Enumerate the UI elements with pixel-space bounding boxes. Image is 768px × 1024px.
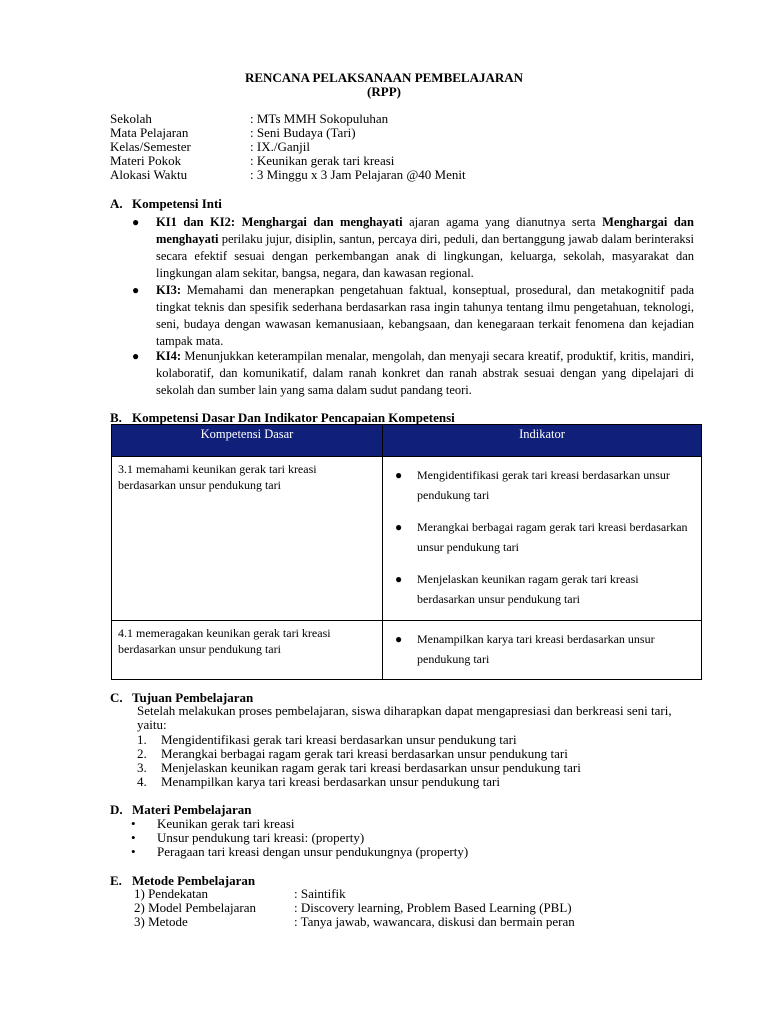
ki4-text [156, 348, 694, 399]
kd-cell: 3.1 memahami keunikan gerak tari kreasi berdasarkan unsur pendukung tari [112, 457, 383, 621]
document-title: RENCANA PELAKSANAAN PEMBELAJARAN [244, 70, 524, 85]
section-title: Materi Pembelajaran [132, 802, 252, 817]
list-number: 1. [137, 732, 147, 747]
list-item [137, 733, 517, 747]
list-number: 2. [137, 746, 147, 761]
kd-cell: 4.1 memeragakan keunikan gerak tari kreasi berdasarkan unsur pendukung tari [112, 621, 383, 680]
identity-value: : 3 Minggu x 3 Jam Pelajaran @40 Menit [250, 167, 466, 182]
ki-lead: KI1 dan KI2: [156, 215, 236, 229]
ki-body: Menunjukkan keterampilan menalar, mengolah, dan menyaji secara kreatif, produktif, kritis, mandiri, kolaboratif, dan komunikatif, dalam ranah konkret dan ranah abstrak sesuai dengan yang dipelajari di sekolah dan sumber lain yang sama dalam sudut pandang teori. [156, 349, 694, 397]
list-item [137, 761, 581, 775]
identity-value: : MTs MMH Sokopuluhan [250, 111, 389, 126]
indicator-text: Menampilkan karya tari kreasi berdasarkan unsur pendukung tari [417, 632, 655, 666]
ki3-item [132, 282, 695, 350]
ki-lead: KI4: [156, 349, 181, 363]
section-title: Tujuan Pembelajaran [132, 690, 254, 705]
list-item [137, 747, 568, 761]
ki-emphasis: Menghargai dan menghayati [156, 215, 695, 246]
indicator-text: Mengidentifikasi gerak tari kreasi berdasarkan unsur pendukung tari [417, 468, 670, 502]
ki1-ki2-text [156, 214, 694, 282]
list-text: Merangkai berbagai ragam gerak tari kreasi berdasarkan unsur pendukung tari [161, 746, 568, 761]
list-text: Peragaan tari kreasi dengan unsur pendukungnya (property) [157, 844, 469, 859]
bullet-icon: • [131, 844, 136, 859]
list-item [131, 831, 364, 845]
metode-value: : Saintifik [294, 886, 346, 901]
ki3-text [156, 282, 694, 350]
ki4-item [132, 348, 694, 399]
section-title: Metode Pembelajaran [132, 873, 256, 888]
bullet-icon: ● [395, 520, 403, 534]
list-number: 3. [137, 760, 147, 775]
bullet-icon: ● [132, 215, 140, 229]
indicator-item [389, 517, 695, 557]
section-letter: A. [110, 196, 123, 211]
list-text: Menampilkan karya tari kreasi berdasarkan unsur pendukung tari [161, 774, 500, 789]
metode-value: : Discovery learning, Problem Based Learning (PBL) [294, 900, 572, 915]
ki1-ki2-item [132, 214, 695, 282]
section-letter: B. [110, 410, 122, 425]
indicator-item [389, 629, 695, 669]
table-header-row [112, 425, 702, 457]
ki-emphasis: Menghargai dan menghayati [241, 215, 403, 229]
list-text: Mengidentifikasi gerak tari kreasi berdasarkan unsur pendukung tari [161, 732, 517, 747]
list-item [137, 775, 500, 789]
list-text: Menjelaskan keunikan ragam gerak tari kreasi berdasarkan unsur pendukung tari [161, 760, 581, 775]
metode-label: 2) Model Pembelajaran [134, 900, 257, 915]
metode-value: : Tanya jawab, wawancara, diskusi dan bermain peran [294, 914, 575, 929]
identity-label: Mata Pelajaran [110, 125, 189, 140]
kompetensi-table [111, 424, 702, 680]
section-letter: C. [110, 690, 123, 705]
indikator-cell [383, 457, 702, 621]
header-kompetensi-dasar: Kompetensi Dasar [112, 425, 383, 457]
indikator-cell [383, 621, 702, 680]
bullet-icon: ● [395, 468, 403, 482]
identity-label: Kelas/Semester [110, 139, 191, 154]
section-title: Kompetensi Inti [132, 196, 222, 211]
indicator-text: Merangkai berbagai ragam gerak tari kreasi berdasarkan unsur pendukung tari [417, 520, 688, 554]
identity-value: : Keunikan gerak tari kreasi [250, 153, 395, 168]
table-row [112, 621, 702, 680]
section-title: Kompetensi Dasar Dan Indikator Pencapaian Kompetensi [132, 410, 455, 425]
identity-label: Alokasi Waktu [110, 167, 188, 182]
section-letter: D. [110, 802, 123, 817]
list-text: Unsur pendukung tari kreasi: (property) [157, 830, 365, 845]
bullet-icon: ● [132, 349, 140, 363]
list-text: Keunikan gerak tari kreasi [157, 816, 295, 831]
bullet-icon: ● [395, 632, 403, 646]
section-c-intro: Setelah melakukan proses pembelajaran, siswa diharapkan dapat mengapresiasi dan berkreasi seni tari, yaitu: [137, 703, 672, 732]
bullet-icon: ● [395, 572, 403, 586]
list-item [131, 845, 468, 859]
header-indikator: Indikator [383, 425, 702, 457]
metode-label: 1) Pendekatan [134, 886, 209, 901]
identity-label: Materi Pokok [110, 153, 182, 168]
table-row [112, 457, 702, 621]
list-item [131, 817, 295, 831]
identity-value: : Seni Budaya (Tari) [250, 125, 356, 140]
list-number: 4. [137, 774, 147, 789]
indicator-item [389, 465, 695, 505]
identity-label: Sekolah [110, 111, 152, 126]
bullet-icon: • [131, 816, 136, 831]
indicator-item [389, 569, 695, 609]
document-subtitle: (RPP) [367, 84, 401, 99]
bullet-icon: • [131, 830, 136, 845]
ki-body: ajaran agama yang dianutnya serta [409, 215, 596, 229]
bullet-icon: ● [132, 283, 140, 297]
ki-body: Memahami dan menerapkan pengetahuan faktual, konseptual, prosedural, dan metakognitif pada tingkat teknis dan spesifik sederhana berdasarkan rasa ingin tahunya tentang ilmu pengetahuan, teknologi, seni, budaya dengan wawasan kemanusiaan, kebangsaan, dan kenegaraan terkait fenomena dan kejadian tampak mata. [156, 283, 695, 348]
indicator-text: Menjelaskan keunikan ragam gerak tari kreasi berdasarkan unsur pendukung tari [417, 572, 639, 606]
section-a-heading [110, 196, 222, 212]
identity-value: : IX./Ganjil [250, 139, 310, 154]
section-letter: E. [110, 873, 122, 888]
ki-body: perilaku jujur, disiplin, santun, percaya diri, peduli, dan bertanggung jawab dalam berinteraksi secara efektif sesuai dengan perkembangan anak di lingkungan, keluarga, sekolah, masyarakat dan lingkungan alam sekitar, bangsa, negara, dan kawasan regional. [156, 232, 695, 280]
metode-label: 3) Metode [134, 914, 188, 929]
ki-lead: KI3: [156, 283, 181, 297]
